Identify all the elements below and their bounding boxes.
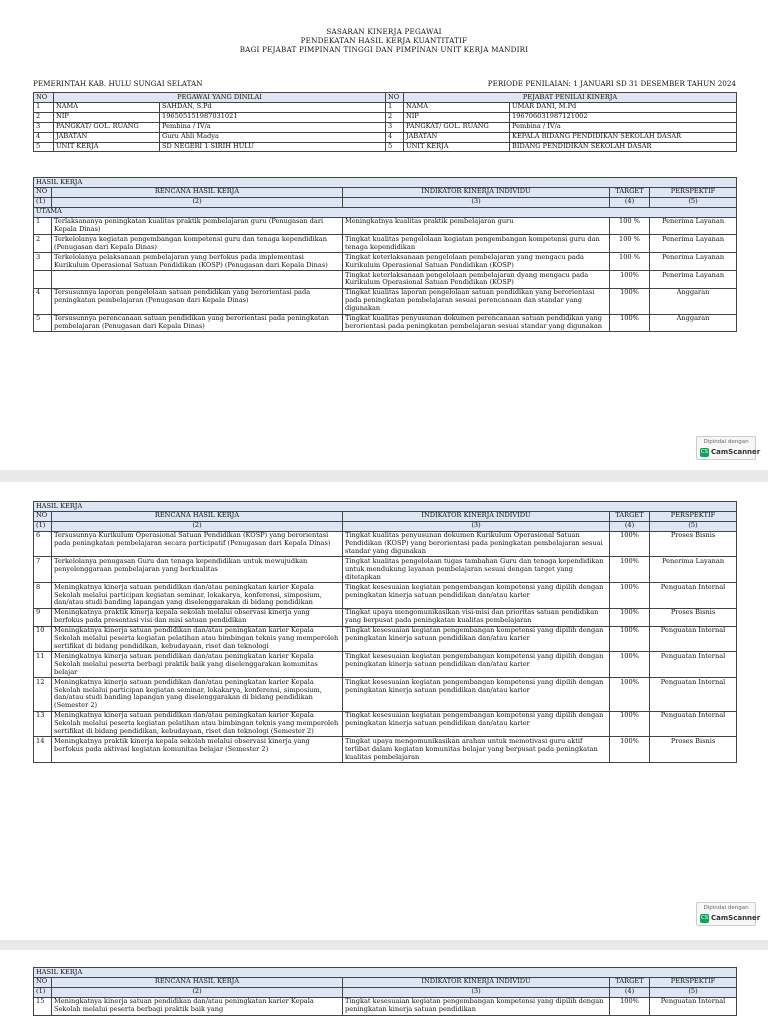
page-gap-1 — [0, 470, 768, 482]
results-number-row-2 — [34, 521, 737, 531]
num-5-p2: (5) — [650, 521, 737, 531]
identity-label-2: PANGKAT/ GOL. RUANG — [404, 122, 510, 132]
row-number: 4 — [34, 288, 52, 314]
target-cell: 100 % — [610, 235, 650, 253]
perspektif-cell: Penerima Layanan — [650, 235, 737, 253]
rencana-cell — [52, 271, 343, 289]
table-row — [34, 271, 737, 289]
target-cell: 100% — [610, 711, 650, 737]
target-cell: 100 % — [610, 217, 650, 235]
num-4-p2: (4) — [610, 521, 650, 531]
evaluator-value: UMAR DANI, M.Pd — [510, 102, 737, 112]
perspektif-cell: Penerima Layanan — [650, 253, 737, 271]
results-table-page-2 — [33, 501, 737, 763]
identity-table — [33, 92, 737, 152]
target-cell: 100% — [610, 531, 650, 557]
page-3 — [0, 950, 768, 1024]
identity-no-header-2: NO — [386, 93, 404, 103]
col-perspektif: PERSPEKTIF — [650, 187, 737, 197]
hasil-kerja-row — [34, 178, 737, 188]
rencana-cell: Terkelolanya kegiatan pengembangan kompetensi guru dan tenaga kependidikan (Penugasan dari Kepala Dinas) — [52, 235, 343, 253]
rencana-cell: Meningkatnya kinerja satuan pendidikan dan/atau peningkatan karier Kepala Sekolah melalui participan kegiatan seminar, lokakarya, konferensi, simposium, dan/atau studi banding lapangan yang diselenggarakan di bidang pendidikan (Semester 2) — [52, 678, 343, 712]
col-target-2: TARGET — [610, 511, 650, 521]
target-cell: 100% — [610, 271, 650, 289]
col-rencana-2: RENCANA HASIL KERJA — [52, 511, 343, 521]
indikator-cell: Tingkat keterlaksanaan pengelolaan pembelajaran yang mengacu pada Kurikulum Operasional Satuan Pendidikan (KOSP) — [343, 253, 610, 271]
table-row — [34, 608, 737, 626]
identity-row — [34, 142, 737, 152]
camscanner-logo-icon-2: CS — [700, 915, 709, 921]
perspektif-cell: Anggaran — [650, 314, 737, 332]
identity-label: PANGKAT/ GOL. RUANG — [54, 122, 160, 132]
results-table-page-3 — [33, 967, 737, 1016]
identity-no: 5 — [34, 142, 54, 152]
row-number: 6 — [34, 531, 52, 557]
row-number: 1 — [34, 217, 52, 235]
rencana-cell: Terlaksananya peningkatan kualitas praktik pembelajaran guru (Penugasan dari Kepala Dinas) — [52, 217, 343, 235]
col-target-3: TARGET — [610, 977, 650, 987]
num-2-p3: (2) — [52, 987, 343, 997]
evaluator-value: BIDANG PENDIDIKAN SEKOLAH DASAR — [510, 142, 737, 152]
target-cell: 100% — [610, 652, 650, 678]
row-number: 15 — [34, 997, 52, 1015]
rencana-cell: Meningkatnya kinerja satuan pendidikan dan/atau peningkatan karier Kepala Sekolah melalui peserta kegiatan pelatihan atau bimbingan teknis yang memperoleh sertifikat di bidang pendidikan, kebudayaan, riset dan teknologi — [52, 626, 343, 652]
results-table-page-1 — [33, 177, 737, 332]
perspektif-cell: Penerima Layanan — [650, 217, 737, 235]
results-number-row-3 — [34, 987, 737, 997]
col-perspektif-2: PERSPEKTIF — [650, 511, 737, 521]
rencana-cell: Meningkatnya kinerja satuan pendidikan dan/atau peningkatan karier Kepala Sekolah melalui peserta berbagi praktik baik yang diselenggarakan komunitas belajar — [52, 652, 343, 678]
row-number: 7 — [34, 557, 52, 583]
row-number: 5 — [34, 314, 52, 332]
evaluated-value: Guru Ahli Madya — [160, 132, 386, 142]
results-header-row-2 — [34, 511, 737, 521]
target-cell: 100% — [610, 314, 650, 332]
identity-label: NIP — [54, 112, 160, 122]
identity-label-2: UNIT KERJA — [404, 142, 510, 152]
rencana-cell: Meningkatnya kinerja satuan pendidikan dan/atau peningkatan karier Kepala Sekolah melalui participan kegiatan seminar, lokakarya, konferensi, simposium, dan/atau studi banding lapangan yang diselenggarakan di bidang pendidikan — [52, 583, 343, 609]
num-1: (1) — [34, 197, 52, 207]
table-row — [34, 711, 737, 737]
page-2 — [0, 482, 768, 940]
target-cell: 100% — [610, 557, 650, 583]
perspektif-cell: Proses Bisnis — [650, 608, 737, 626]
identity-label-2: NAMA — [404, 102, 510, 112]
page-1-rows — [34, 217, 737, 332]
period-label: PERIODE PENILAIAN: 1 JANUARI SD 31 DESEMBER TAHUN 2024 — [487, 79, 736, 88]
perspektif-cell: Penguatan Internal — [650, 678, 737, 712]
scanner-brand: CamScanner — [711, 448, 761, 456]
row-number: 2 — [34, 235, 52, 253]
num-1-p3: (1) — [34, 987, 52, 997]
row-number: 12 — [34, 678, 52, 712]
identity-no: 4 — [34, 132, 54, 142]
identity-no-2: 2 — [386, 112, 404, 122]
perspektif-cell: Anggaran — [650, 288, 737, 314]
num-5-p3: (5) — [650, 987, 737, 997]
hasil-kerja-label-2: HASIL KERJA — [34, 502, 737, 512]
identity-row — [34, 112, 737, 122]
num-1-p2: (1) — [34, 521, 52, 531]
target-cell: 100% — [610, 626, 650, 652]
perspektif-cell: Proses Bisnis — [650, 737, 737, 763]
rencana-cell: Tersusunnya perencanaan satuan pendidikan yang berorientasi pada peningkatan pembelajaran (Penugasan dari Kepala Dinas) — [52, 314, 343, 332]
indikator-cell: Tingkat kualitas laporan pengelolaan satuan pendidikan yang berorientasi pada peningkatan pembelajaran sesuai perencanaan dan standar yang digunakan — [343, 288, 610, 314]
indikator-cell: Tingkat kualitas penyusunan dokumen Kurikulum Operasional Satuan Pendidikan (KOSP) yang berorientasi pada peningkatan pembelajaran sesuai standar yang digunakan — [343, 531, 610, 557]
identity-no-2: 5 — [386, 142, 404, 152]
identity-row — [34, 122, 737, 132]
government-label: PEMERINTAH KAB. HULU SUNGAI SELATAN — [33, 79, 203, 88]
col-rencana-3: RENCANA HASIL KERJA — [52, 977, 343, 987]
results-number-row — [34, 197, 737, 207]
indikator-cell: Meningkatnya kualitas praktik pembelajaran guru — [343, 217, 610, 235]
num-5: (5) — [650, 197, 737, 207]
table-row — [34, 314, 737, 332]
rencana-cell: Terkelolanya pelaksanaan pembelajaran yang berfokus pada implementasi Kurikulum Operasional Satuan Pendidikan (KOSP) (Penugasan dari Kepala Dinas) — [52, 253, 343, 271]
evaluated-value: Pembina / IV/a — [160, 122, 386, 132]
scanner-brand-2: CamScanner — [711, 914, 761, 922]
identity-no: 2 — [34, 112, 54, 122]
page-3-rows — [34, 997, 737, 1015]
identity-no: 1 — [34, 102, 54, 112]
target-cell: 100% — [610, 997, 650, 1015]
indikator-cell: Tingkat kesesuaian kegiatan pengembangan kompetensi yang dipilih dengan peningkatan kinerja satuan pendidikan dan/atau karier — [343, 711, 610, 737]
num-3: (3) — [343, 197, 610, 207]
table-row — [34, 531, 737, 557]
camscanner-logo-icon: CS — [700, 449, 709, 455]
perspektif-cell: Penguatan Internal — [650, 711, 737, 737]
perspektif-cell: Penguatan Internal — [650, 626, 737, 652]
target-cell: 100% — [610, 678, 650, 712]
table-row — [34, 235, 737, 253]
perspektif-cell: Proses Bisnis — [650, 531, 737, 557]
indikator-cell: Tingkat kesesuaian kegiatan pengembangan kompetensi yang dipilih dengan peningkatan kinerja satuan pendidikan dan/atau karier — [343, 583, 610, 609]
rencana-cell: Terkelolanya penugasan Guru dan tenaga kependidikan untuk mewujudkan penyelenggaraan pembelajaran yang berkualitas — [52, 557, 343, 583]
table-row — [34, 557, 737, 583]
indikator-cell: Tingkat kesesuaian kegiatan pengembangan kompetensi yang dipilih dengan peningkatan kinerja satuan pendidikan dan/atau karier — [343, 626, 610, 652]
evaluator-value: 196706031987121002 — [510, 112, 737, 122]
table-row — [34, 737, 737, 763]
hasil-kerja-row-2 — [34, 502, 737, 512]
identity-body — [34, 102, 737, 152]
col-indikator-2: INDIKATOR KINERJA INDIVIDU — [343, 511, 610, 521]
identity-no-header: NO — [34, 93, 54, 103]
col-no-2: NO — [34, 511, 52, 521]
row-number: 9 — [34, 608, 52, 626]
indikator-cell: Tingkat kualitas penyusunan dokumen perencanaan satuan pendidikan yang berorientasi pada peningkatan pembelajaran sesuai standar yang digunakan — [343, 314, 610, 332]
table-row — [34, 678, 737, 712]
rencana-cell: Meningkatnya praktik kinerja kepala sekolah melalui observasi kinerja yang berfokus pada aktivasi kegiatan komunitas belajar (Semester 2) — [52, 737, 343, 763]
page-2-rows — [34, 531, 737, 762]
page-1 — [0, 0, 768, 470]
hasil-kerja-row-3 — [34, 968, 737, 978]
num-4-p3: (4) — [610, 987, 650, 997]
evaluated-header: PEGAWAI YANG DINILAI — [54, 93, 386, 103]
perspektif-cell: Penerima Layanan — [650, 557, 737, 583]
rencana-cell: Tersusunnya laporan pengelolaan satuan pendidikan yang berorientasi pada peningkatan pembelajaran (Penugasan dari Kepala Dinas) — [52, 288, 343, 314]
indikator-cell: Tingkat keterlaksanaan pengelolaan pembelajaran dyang mengacu pada Kurikulum Operasional Satuan Pendidikan (KOSP) — [343, 271, 610, 289]
indikator-cell: Tingkat upaya mengomunikasikan visi-misi dan prioritas satuan pendidikan yang berpusat pada peningkatan kualitas pembelajaran — [343, 608, 610, 626]
identity-row — [34, 132, 737, 142]
col-target: TARGET — [610, 187, 650, 197]
evaluated-value: SAHDAN, S.Pd — [160, 102, 386, 112]
num-4: (4) — [610, 197, 650, 207]
identity-label-2: NIP — [404, 112, 510, 122]
table-row — [34, 652, 737, 678]
table-row — [34, 997, 737, 1015]
perspektif-cell: Penerima Layanan — [650, 271, 737, 289]
results-header-row — [34, 187, 737, 197]
identity-label-2: JABATAN — [404, 132, 510, 142]
doc-title-1: SASARAN KINERJA PEGAWAI — [326, 27, 442, 36]
row-number: 10 — [34, 626, 52, 652]
evaluator-header: PEJABAT PENILAI KINERJA — [404, 93, 737, 103]
evaluator-value: Pembina / IV/a — [510, 122, 737, 132]
identity-no: 3 — [34, 122, 54, 132]
hasil-kerja-label-3: HASIL KERJA — [34, 968, 737, 978]
row-number — [34, 271, 52, 289]
row-number: 14 — [34, 737, 52, 763]
row-number: 8 — [34, 583, 52, 609]
target-cell: 100% — [610, 608, 650, 626]
identity-label: JABATAN — [54, 132, 160, 142]
doc-title-2: PENDEKATAN HASIL KERJA KUANTITATIF — [300, 36, 468, 45]
rencana-cell: Meningkatnya kinerja satuan pendidikan dan/atau peningkatan karier Kepala Sekolah melalui peserta berbagi praktik baik yang — [52, 997, 343, 1015]
indikator-cell: Tingkat kualitas pengelolaan kegiatan pengembangan kompetensi guru dan tenaga kependidikan — [343, 235, 610, 253]
indikator-cell: Tingkat kualitas pengelolaan tugas tambahan Guru dan tenaga kependidikan untuk mendukung layanan pembelajaran sesuai dengan target yang ditetapkan — [343, 557, 610, 583]
evaluated-value: 196505151987031021 — [160, 112, 386, 122]
camscanner-badge-2 — [696, 902, 761, 926]
utama-label: UTAMA — [34, 207, 737, 217]
hasil-kerja-label: HASIL KERJA — [34, 178, 737, 188]
col-rencana: RENCANA HASIL KERJA — [52, 187, 343, 197]
col-indikator-3: INDIKATOR KINERJA INDIVIDU — [343, 977, 610, 987]
row-number: 13 — [34, 711, 52, 737]
perspektif-cell: Penguatan Internal — [650, 652, 737, 678]
table-row — [34, 253, 737, 271]
num-3-p3: (3) — [343, 987, 610, 997]
table-row — [34, 626, 737, 652]
col-no: NO — [34, 187, 52, 197]
identity-no-2: 4 — [386, 132, 404, 142]
target-cell: 100% — [610, 583, 650, 609]
indikator-cell: Tingkat upaya mengomunikasikan arahan untuk memotivasi guru aktif terlibat dalam kegiatan komunitas belajar yang berpusat pada peningkatan kualitas pembelajaran — [343, 737, 610, 763]
scanner-caption: Dipindai dengan — [703, 439, 749, 445]
indikator-cell: Tingkat kesesuaian kegiatan pengembangan kompetensi yang dipilih dengan peningkatan kinerja satuan pendidikan dan/atau karier — [343, 678, 610, 712]
evaluator-value: KEPALA BIDANG PENDIDIKAN SEKOLAH DASAR — [510, 132, 737, 142]
results-header-row-3 — [34, 977, 737, 987]
identity-no-2: 3 — [386, 122, 404, 132]
identity-label: NAMA — [54, 102, 160, 112]
rencana-cell: Tersusunnya Kurikulum Operasional Satuan Pendidikan (KOSP) yang berorientasi pada peningkatan pembelajaran secara participatif (Penugasan dari Kepala Dinas) — [52, 531, 343, 557]
table-row — [34, 583, 737, 609]
table-row — [34, 217, 737, 235]
utama-row — [34, 207, 737, 217]
col-indikator: INDIKATOR KINERJA INDIVIDU — [343, 187, 610, 197]
row-number: 11 — [34, 652, 52, 678]
target-cell: 100 % — [610, 253, 650, 271]
table-row — [34, 288, 737, 314]
col-no-3: NO — [34, 977, 52, 987]
doc-title-3: BAGI PEJABAT PIMPINAN TINGGI DAN PIMPINAN UNIT KERJA MANDIRI — [239, 45, 529, 54]
rencana-cell: Meningkatnya kinerja satuan pendidikan dan/atau peningkatan karier Kepala Sekolah melalui peserta kegiatan pelatihan atau bimbingan teknis yang memperoleh sertifikat di bidang pendidikan, kebudayaan, riset dan teknologi (Semester 2) — [52, 711, 343, 737]
perspektif-cell: Penguatan Internal — [650, 997, 737, 1015]
target-cell: 100% — [610, 737, 650, 763]
camscanner-badge — [696, 436, 761, 460]
num-3-p2: (3) — [343, 521, 610, 531]
indikator-cell: Tingkat kesesuaian kegiatan pengembangan kompetensi yang dipilih dengan peningkatan kinerja satuan pendidikan dan/atau karier — [343, 652, 610, 678]
num-2-p2: (2) — [52, 521, 343, 531]
identity-no-2: 1 — [386, 102, 404, 112]
indikator-cell: Tingkat kesesuaian kegiatan pengembangan kompetensi yang dipilih dengan peningkatan kinerja satuan pendidikan — [343, 997, 610, 1015]
identity-row — [34, 102, 737, 112]
col-perspektif-3: PERSPEKTIF — [650, 977, 737, 987]
row-number: 3 — [34, 253, 52, 271]
identity-header-row — [34, 93, 737, 103]
perspektif-cell: Penguatan Internal — [650, 583, 737, 609]
page-gap-2 — [0, 940, 768, 950]
evaluated-value: SD NEGERI 1 SIRIH HULU — [160, 142, 386, 152]
num-2: (2) — [52, 197, 343, 207]
rencana-cell: Meningkatnya praktik kinerja kepala sekolah melalui observasi kinerja yang berfokus pada presentasi visi dan misi satuan pendidikan — [52, 608, 343, 626]
scanner-caption-2: Dipindai dengan — [703, 905, 749, 911]
target-cell: 100% — [610, 288, 650, 314]
identity-label: UNIT KERJA — [54, 142, 160, 152]
